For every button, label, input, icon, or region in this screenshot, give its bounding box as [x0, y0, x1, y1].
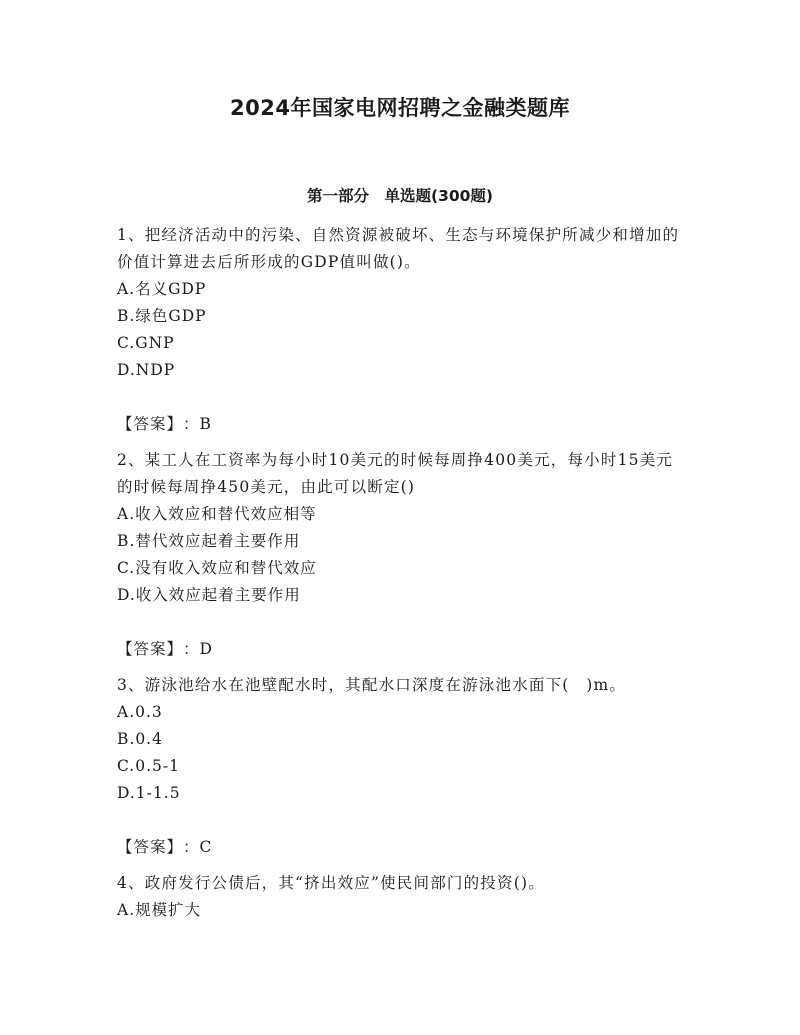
- question-3-stem: 3、游泳池给水在池壁配水时，其配水口深度在游泳池水面下( )m。: [117, 676, 627, 694]
- question-3-options: [117, 699, 687, 807]
- question-2-options: [117, 501, 687, 609]
- question-3-option-c: C.0.5-1: [117, 757, 180, 775]
- question-2-option-c: C.没有收入效应和替代效应: [117, 559, 317, 577]
- question-3-answer: [117, 834, 687, 861]
- answer-value: B: [199, 415, 212, 433]
- question-3: [117, 672, 687, 861]
- question-3-option-d: D.1-1.5: [117, 784, 181, 802]
- question-2: [117, 447, 687, 663]
- document-title: 2024年国家电网招聘之金融类题库: [230, 96, 570, 120]
- question-2-answer: [117, 636, 687, 663]
- question-4-options: [117, 897, 687, 924]
- answer-separator: ：: [183, 415, 200, 433]
- question-1-stem: 1、把经济活动中的污染、自然资源被破坏、生态与环境保护所减少和增加的价值计算进去后所形成的GDP值叫做()。: [117, 226, 680, 271]
- question-2-option-a: A.收入效应和替代效应相等: [117, 505, 317, 523]
- question-2-option-d: D.收入效应起着主要作用: [117, 586, 301, 604]
- question-4-option-a: A.规模扩大: [117, 901, 202, 919]
- question-1-option-a: A.名义GDP: [117, 280, 207, 298]
- question-2-stem: 2、某工人在工资率为每小时10美元的时候每周挣400美元，每小时15美元的时候每周挣450美元，由此可以断定(): [117, 451, 674, 496]
- question-1: [117, 222, 687, 438]
- question-list: [117, 222, 687, 924]
- question-3-option-a: A.0.3: [117, 703, 163, 721]
- question-1-answer: [117, 411, 687, 438]
- question-1-option-d: D.NDP: [117, 361, 176, 379]
- answer-value: C: [199, 838, 213, 856]
- question-4-stem: 4、政府发行公债后，其“挤出效应”使民间部门的投资()。: [117, 874, 545, 892]
- answer-separator: ：: [183, 838, 200, 856]
- question-4: [117, 870, 687, 924]
- section-heading: 第一部分 单选题(300题): [306, 187, 494, 205]
- answer-value: D: [199, 640, 213, 658]
- question-1-option-b: B.绿色GDP: [117, 307, 207, 325]
- question-1-options: [117, 276, 687, 384]
- answer-label: 【答案】: [117, 838, 184, 856]
- answer-separator: ：: [183, 640, 200, 658]
- question-3-option-b: B.0.4: [117, 730, 163, 748]
- answer-label: 【答案】: [117, 640, 184, 658]
- question-1-option-c: C.GNP: [117, 334, 175, 352]
- answer-label: 【答案】: [117, 415, 184, 433]
- question-2-option-b: B.替代效应起着主要作用: [117, 532, 301, 550]
